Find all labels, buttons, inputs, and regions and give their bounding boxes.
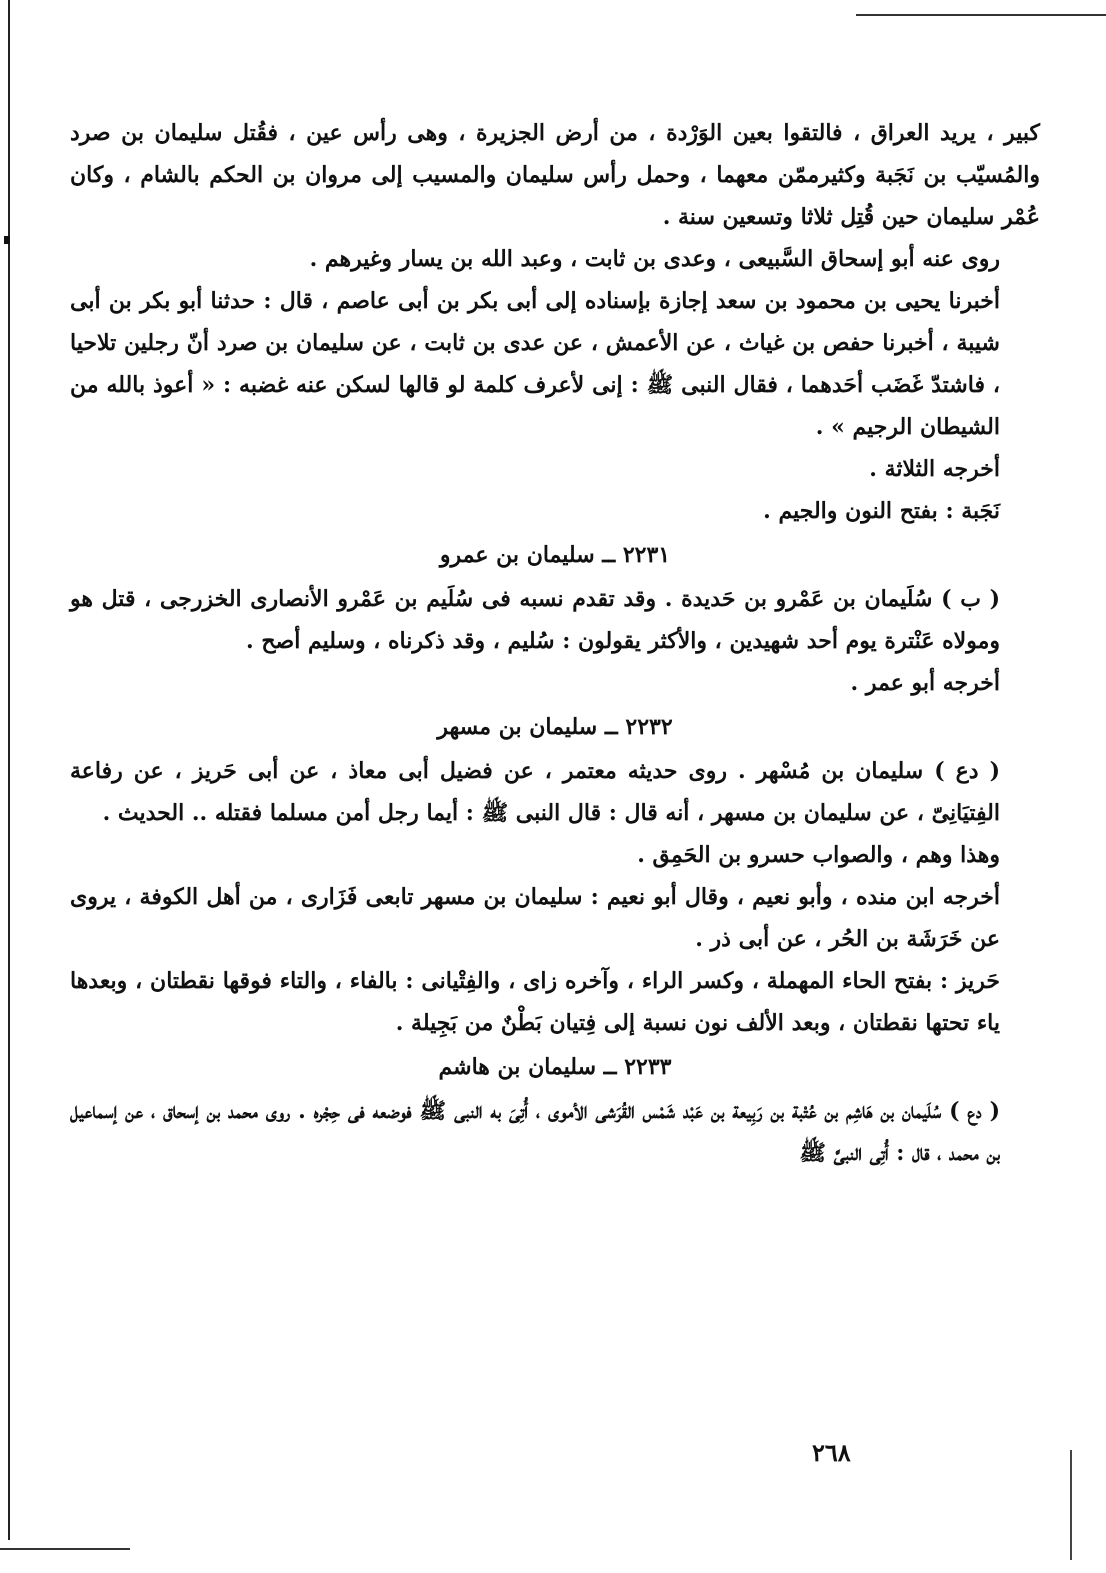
paragraph: أخرجه الثلاثة . bbox=[869, 456, 1000, 482]
paragraph: أخبرنا يحيى بن محمود بن سعد إجازة بإسناده إلى أبى بكر بن أبى عاصم ، قال : حدثنا أبو بكر بن أبى شيبة ، أخبرنا حفص بن غياث ، عن الأعمش ، عن عدى بن ثابت ، عن سليمان بن صرد أنّ رجلين تلاحيا ، فاشتدّ غَضَب أحَدهما ، فقال النبى ﷺ : إنى لأعرف كلمة لو قالها لسكن عنه غضبه : « أعوذ بالله من الشيطان الرجيم » . bbox=[70, 288, 1000, 440]
paragraph: ( دع ) سليمان بن مُسْهر . روى حديثه معتمر ، عن فضيل أبى معاذ ، عن أبى حَريز ، عن رفاعة الفِتيَانِىّ ، عن سليمان بن مسهر ، أنه قال : قال النبى ﷺ : أيما رجل أمن مسلما فقتله .. الحديث . bbox=[70, 758, 1000, 826]
paragraph: نَجَبة : بفتح النون والجيم . bbox=[763, 498, 1000, 524]
paragraph: أخرجه ابن منده ، وأبو نعيم ، وقال أبو نعيم : سليمان بن مسهر تابعى فَزَارى ، من أهل الكوفة ، يروى عن خَرَشَة بن الحُر ، عن أبى ذر . bbox=[70, 884, 1000, 952]
page-number: ٢٦٨ bbox=[812, 1438, 851, 1467]
paragraph: كبير ، يريد العراق ، فالتقوا بعين الوَرْدة ، من أرض الجزيرة ، وهى رأس عين ، فقُتل سليمان بن صرد والمُسيّب بن نَجَبة وكثيرممّن معهما ، وحمل رأس سليمان والمسيب إلى مروان بن الحكم بالشام ، وكان عُمْر سليمان حين قُتِل ثلاثا وتسعين سنة . bbox=[70, 120, 1040, 230]
paragraph: أخرجه أبو عمر . bbox=[850, 670, 1000, 696]
scan-edge-line-top bbox=[856, 14, 1106, 16]
paragraph: روى عنه أبو إسحاق السَّبيعى ، وعدى بن ثابت ، وعبد الله بن يسار وغيرهم . bbox=[309, 246, 1000, 272]
entry-heading: ٢٢٣١ ــ سليمان بن عمرو bbox=[439, 542, 671, 568]
paragraph: ( ب ) سُلَيمان بن عَمْرو بن حَديدة . وقد تقدم نسبه فى سُلَيم بن عَمْرو الأنصارى الخزرجى ، قتل هو ومولاه عَنْترة يوم أحد شهيدين ، والأكثر يقولون : سُليم ، وقد ذكرناه ، وسليم أصح . bbox=[70, 586, 1000, 654]
scan-edge-line-bottom bbox=[0, 1548, 130, 1550]
scan-mark bbox=[4, 236, 10, 244]
entry-heading: ٢٢٣٢ ــ سليمان بن مسهر bbox=[437, 714, 673, 740]
entry-heading: ٢٢٣٣ ــ سليمان بن هاشم bbox=[438, 1054, 672, 1080]
paragraph: وهذا وهم ، والصواب حسرو بن الحَمِق . bbox=[637, 842, 1000, 868]
page-body bbox=[70, 112, 1040, 1174]
paragraph: ( دع ) سُلَيمان بن هَاشِم بن عُتْبة بن رَبِيعة بن عَبْد شَمْس القُرَشى الأموى ، أُتِىَ به النبى ﷺ فوضعه فى حِجْره . روى محمد بن إسحاق ، عن إسماعيل بن محمد ، قال : أُتِى النبىَّ ﷺ bbox=[70, 1098, 1000, 1166]
paragraph: حَريز : بفتح الحاء المهملة ، وكسر الراء ، وآخره زاى ، والفِتْيانى : بالفاء ، والتاء فوقها نقطتان ، وبعدها ياء تحتها نقطتان ، وبعد الألف نون نسبة إلى فِتيان بَطْنٌ من بَجِيلة . bbox=[70, 968, 1000, 1036]
scan-edge-line-left bbox=[8, 0, 10, 1540]
scan-edge-line-right bbox=[1070, 1450, 1072, 1560]
